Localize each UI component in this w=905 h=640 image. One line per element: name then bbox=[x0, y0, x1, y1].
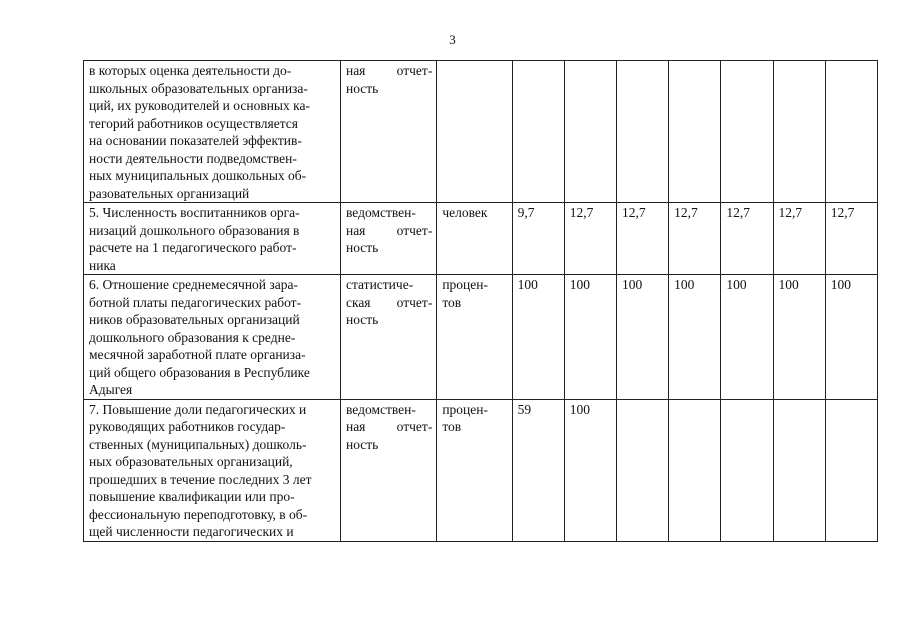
text-line: ная отчет- bbox=[345, 222, 433, 238]
text-line: ников образовательных организаций bbox=[89, 312, 300, 327]
value-cell: 100 bbox=[721, 275, 773, 400]
table-row bbox=[84, 399, 878, 541]
text-line: ность bbox=[345, 436, 379, 452]
value-cell: 12,7 bbox=[773, 203, 825, 275]
text-line: ведомствен- bbox=[345, 401, 416, 417]
text-line: ных образовательных организаций, bbox=[89, 454, 293, 469]
text-line: в которых оценка деятельности до- bbox=[89, 63, 292, 78]
page-number: 3 bbox=[449, 32, 456, 47]
indicator-name-cell bbox=[84, 61, 341, 203]
value-cell: 12,7 bbox=[564, 203, 616, 275]
text-line: ская отчет- bbox=[345, 294, 433, 310]
value-cell bbox=[564, 61, 616, 203]
text-line: Адыгея bbox=[89, 382, 133, 397]
text-line: ность bbox=[345, 312, 379, 327]
text-line: статистиче- bbox=[345, 277, 414, 292]
text-line: руководящих работников государ- bbox=[89, 419, 286, 434]
value-cell: 100 bbox=[825, 275, 877, 400]
text-line: расчете на 1 педагогического работ- bbox=[89, 240, 297, 255]
table-row bbox=[84, 203, 878, 275]
text-line: ность bbox=[345, 240, 379, 255]
value-cell bbox=[669, 61, 721, 203]
value-cell bbox=[721, 399, 773, 541]
text-line: человек bbox=[442, 205, 488, 220]
unit-cell bbox=[437, 203, 512, 275]
value-cell bbox=[721, 61, 773, 203]
value-cell: 100 bbox=[564, 399, 616, 541]
text-line: щей численности педагогических и bbox=[89, 524, 294, 539]
value-cell: 100 bbox=[773, 275, 825, 400]
text-line: ботной платы педагогических работ- bbox=[89, 294, 302, 310]
text-line: дошкольного образования к средне- bbox=[89, 329, 296, 345]
text-line: 7. Повышение доли педагогических и bbox=[89, 401, 307, 417]
value-cell bbox=[669, 399, 721, 541]
text-line: фессиональную переподготовку, в об- bbox=[89, 506, 308, 522]
source-cell bbox=[340, 203, 436, 275]
text-line: низаций дошкольного образования в bbox=[89, 222, 300, 238]
text-line: месячной заработной плате организа- bbox=[89, 347, 306, 362]
text-line: ведомствен- bbox=[345, 205, 416, 220]
text-line: 6. Отношение среднемесячной зара- bbox=[89, 277, 298, 292]
text-line: ность bbox=[345, 80, 379, 96]
source-cell bbox=[340, 275, 436, 400]
text-line: школьных образовательных организа- bbox=[89, 80, 308, 96]
value-cell bbox=[825, 61, 877, 203]
text-line: тегорий работников осуществляется bbox=[89, 115, 298, 131]
value-cell: 12,7 bbox=[669, 203, 721, 275]
text-line: ная отчет- bbox=[345, 419, 433, 434]
indicators-table bbox=[83, 60, 878, 542]
value-cell bbox=[616, 399, 668, 541]
value-cell bbox=[773, 399, 825, 541]
value-cell bbox=[773, 61, 825, 203]
value-cell: 59 bbox=[512, 399, 564, 541]
text-line: процен- bbox=[442, 401, 488, 417]
value-cell: 12,7 bbox=[721, 203, 773, 275]
value-cell: 100 bbox=[616, 275, 668, 400]
table-row bbox=[84, 61, 878, 203]
text-line: ций общего образования в Республике bbox=[89, 364, 310, 380]
table-row bbox=[84, 275, 878, 400]
unit-cell bbox=[437, 399, 512, 541]
unit-cell bbox=[437, 61, 512, 203]
text-line: разовательных организаций bbox=[89, 185, 250, 201]
text-line: повышение квалификации или про- bbox=[89, 489, 295, 504]
value-cell: 9,7 bbox=[512, 203, 564, 275]
text-line: ника bbox=[89, 257, 116, 273]
text-line: процен- bbox=[442, 277, 488, 292]
value-cell bbox=[825, 399, 877, 541]
text-line: ных муниципальных дошкольных об- bbox=[89, 168, 307, 183]
text-line: прошедших в течение последних 3 лет bbox=[89, 471, 312, 487]
indicator-name-cell bbox=[84, 275, 341, 400]
source-cell bbox=[340, 399, 436, 541]
text-line: ственных (муниципальных) дошколь- bbox=[89, 436, 307, 452]
text-line: ности деятельности подведомствен- bbox=[89, 150, 297, 166]
indicator-name-cell bbox=[84, 399, 341, 541]
text-line: тов bbox=[442, 419, 462, 434]
value-cell: 12,7 bbox=[825, 203, 877, 275]
text-line: тов bbox=[442, 294, 462, 310]
text-line: ций, их руководителей и основных ка- bbox=[89, 98, 310, 113]
source-cell bbox=[340, 61, 436, 203]
unit-cell bbox=[437, 275, 512, 400]
value-cell: 100 bbox=[669, 275, 721, 400]
indicator-name-cell bbox=[84, 203, 341, 275]
text-line: 5. Численность воспитанников орга- bbox=[89, 205, 300, 220]
value-cell: 12,7 bbox=[616, 203, 668, 275]
text-line: на основании показателей эффектив- bbox=[89, 133, 302, 148]
text-line: ная отчет- bbox=[345, 63, 433, 78]
value-cell bbox=[616, 61, 668, 203]
value-cell: 100 bbox=[564, 275, 616, 400]
value-cell bbox=[512, 61, 564, 203]
value-cell: 100 bbox=[512, 275, 564, 400]
